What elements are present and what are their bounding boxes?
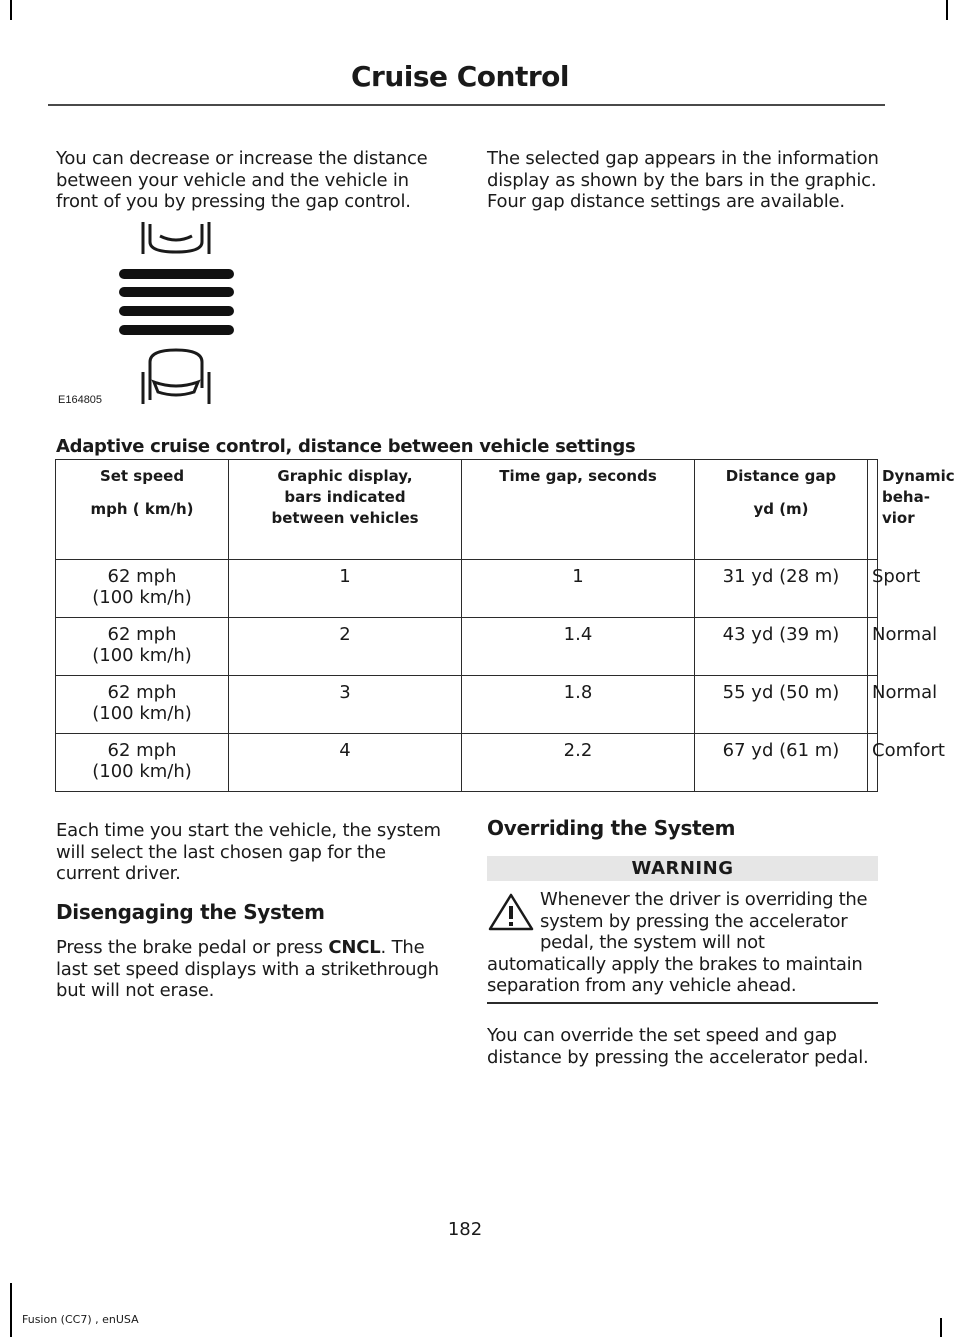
cncl-button-label: CNCL [328, 937, 381, 958]
intro-left-paragraph: You can decrease or increase the distance between your vehicle and the vehicle in front of you by pressing the gap control. [56, 148, 428, 212]
table-row [56, 734, 878, 792]
cell-distance: 67 yd (61 m) [695, 734, 868, 792]
gap-bar-4 [119, 325, 234, 335]
distance-settings-table [55, 459, 955, 792]
footer-doc-id: Fusion (CC7) , enUSA [22, 1313, 139, 1326]
cell-set-speed: 62 mph (100 km/h) [56, 560, 229, 618]
gap-bars [119, 269, 234, 335]
cell-bars: 4 [229, 734, 462, 792]
table-caption: Adaptive cruise control, distance between vehicle settings [56, 436, 636, 457]
cell-behavior: Sport [868, 560, 878, 618]
crop-mark-top-left [10, 0, 12, 20]
header-distance-gap: Distance gap yd (m) [695, 460, 868, 560]
cell-set-speed: 62 mph (100 km/h) [56, 734, 229, 792]
own-vehicle-icon [143, 350, 209, 404]
header-time-gap: Time gap, seconds [462, 460, 695, 560]
start-paragraph: Each time you start the vehicle, the system will select the last chosen gap for the current driver. [56, 820, 441, 884]
table-row [56, 676, 878, 734]
cell-behavior: Comfort [868, 734, 878, 792]
page-title: Cruise Control [350, 60, 570, 93]
warning-label: WARNING [487, 856, 878, 881]
figure-id-label: E164805 [58, 394, 103, 406]
crop-mark-bottom-left [10, 1283, 12, 1337]
intro-right-paragraph: The selected gap appears in the information display as shown by the bars in the graphic. Four gap distance settings are available. [487, 148, 879, 212]
crop-mark-bottom-right [940, 1318, 942, 1337]
header-set-speed: Set speed mph ( km/h) [56, 460, 229, 560]
page-number: 182 [447, 1219, 483, 1240]
disengage-paragraph: Press the brake pedal or press CNCL. The last set speed displays with a strikethrough but will not erase. [56, 937, 439, 1001]
override-heading: Overriding the System [487, 816, 736, 840]
table-row [56, 618, 878, 676]
cell-distance: 55 yd (50 m) [695, 676, 868, 734]
disengage-heading: Disengaging the System [56, 900, 325, 924]
cell-time-gap: 2.2 [462, 734, 695, 792]
header-dynamic-behavior: Dynamic beha- vior [868, 460, 878, 560]
override-paragraph: You can override the set speed and gap distance by pressing the accelerator pedal. [487, 1025, 869, 1068]
gap-display-figure [56, 222, 246, 412]
cell-time-gap: 1.4 [462, 618, 695, 676]
cell-bars: 1 [229, 560, 462, 618]
crop-mark-top-right [946, 0, 948, 20]
header-divider [48, 104, 885, 106]
cell-bars: 3 [229, 676, 462, 734]
header-graphic-display: Graphic display, bars indicated between vehicles [229, 460, 462, 560]
lead-vehicle-icon [143, 222, 209, 254]
cell-behavior: Normal [868, 618, 878, 676]
cell-set-speed: 62 mph (100 km/h) [56, 676, 229, 734]
cell-behavior: Normal [868, 676, 878, 734]
cell-bars: 2 [229, 618, 462, 676]
cell-set-speed: 62 mph (100 km/h) [56, 618, 229, 676]
gap-bar-1 [119, 269, 234, 279]
cell-time-gap: 1 [462, 560, 695, 618]
table-header-row [56, 460, 878, 560]
gap-bar-2 [119, 287, 234, 297]
cell-distance: 43 yd (39 m) [695, 618, 868, 676]
gap-bar-3 [119, 306, 234, 316]
warning-text: Whenever the driver is overriding the system by pressing the accelerator pedal, the system will not automatically apply the brakes to maintain separation from any vehicle ahead. [487, 889, 868, 996]
cell-time-gap: 1.8 [462, 676, 695, 734]
table-row [56, 560, 878, 618]
cell-distance: 31 yd (28 m) [695, 560, 868, 618]
warning-divider [487, 1002, 878, 1004]
